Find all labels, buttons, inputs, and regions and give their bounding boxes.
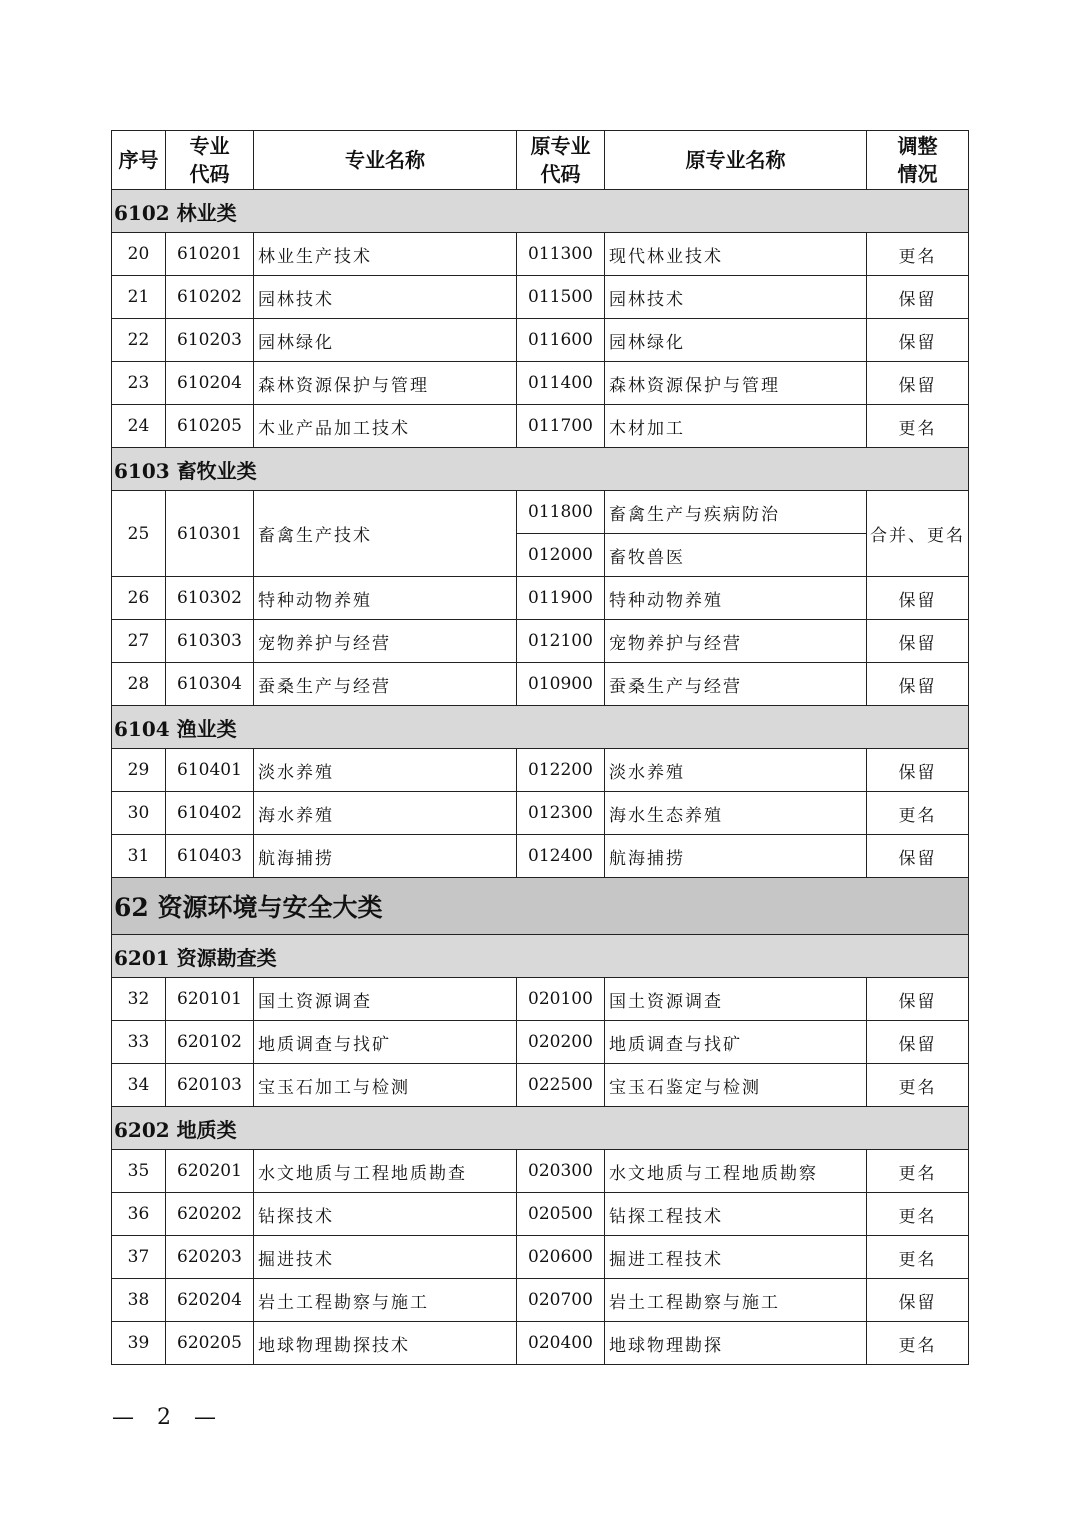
header-name: 专业名称 [254, 131, 517, 190]
status-cell: 合并、更名 [867, 491, 969, 577]
name-cell: 蚕桑生产与经营 [254, 663, 517, 706]
orig-name-cell: 园林技术 [605, 276, 867, 319]
table-row [112, 978, 969, 1021]
table-row [112, 1193, 969, 1236]
orig-name-cell: 宠物养护与经营 [605, 620, 867, 663]
code-cell: 620203 [166, 1236, 254, 1279]
code-cell: 620201 [166, 1150, 254, 1193]
status-cell: 更名 [867, 792, 969, 835]
status-cell: 保留 [867, 276, 969, 319]
orig-name-cell: 国土资源调查 [605, 978, 867, 1021]
seq-cell: 24 [112, 405, 166, 448]
status-cell: 更名 [867, 1064, 969, 1107]
table-row [112, 319, 969, 362]
orig-name-cell: 畜牧兽医 [605, 534, 867, 577]
seq-cell: 33 [112, 1021, 166, 1064]
header-adjust-text: 调整 情况 [897, 134, 938, 186]
header-code-text: 专业 代码 [189, 134, 230, 186]
name-cell: 宠物养护与经营 [254, 620, 517, 663]
code-cell: 620102 [166, 1021, 254, 1064]
code-cell: 610203 [166, 319, 254, 362]
seq-cell: 23 [112, 362, 166, 405]
code-cell: 610301 [166, 491, 254, 577]
seq-cell: 34 [112, 1064, 166, 1107]
status-cell: 更名 [867, 405, 969, 448]
category-title: 6102 林业类 [112, 190, 969, 233]
category-title: 6201 资源勘查类 [112, 935, 969, 978]
header-orig-code [517, 131, 605, 190]
orig-name-cell: 水文地质与工程地质勘察 [605, 1150, 867, 1193]
status-cell: 保留 [867, 835, 969, 878]
orig-code-cell: 012000 [517, 534, 605, 577]
name-cell: 淡水养殖 [254, 749, 517, 792]
status-cell: 更名 [867, 233, 969, 276]
code-cell: 610401 [166, 749, 254, 792]
header-adjust [867, 131, 969, 190]
table-row [112, 491, 969, 534]
orig-code-cell: 011500 [517, 276, 605, 319]
header-seq: 序号 [112, 131, 166, 190]
orig-code-cell: 011800 [517, 491, 605, 534]
name-cell: 航海捕捞 [254, 835, 517, 878]
status-cell: 保留 [867, 1021, 969, 1064]
status-cell: 更名 [867, 1150, 969, 1193]
status-cell: 更名 [867, 1322, 969, 1365]
orig-name-cell: 岩土工程勘察与施工 [605, 1279, 867, 1322]
category-title: 6103 畜牧业类 [112, 448, 969, 491]
category-row [112, 1107, 969, 1150]
orig-name-cell: 航海捕捞 [605, 835, 867, 878]
seq-cell: 29 [112, 749, 166, 792]
specialty-adjustment-table [111, 130, 969, 1365]
name-cell: 园林绿化 [254, 319, 517, 362]
seq-cell: 36 [112, 1193, 166, 1236]
seq-cell: 31 [112, 835, 166, 878]
orig-name-cell: 园林绿化 [605, 319, 867, 362]
orig-name-cell: 地球物理勘探 [605, 1322, 867, 1365]
seq-cell: 38 [112, 1279, 166, 1322]
table-row [112, 405, 969, 448]
orig-name-cell: 海水生态养殖 [605, 792, 867, 835]
orig-name-cell: 掘进工程技术 [605, 1236, 867, 1279]
orig-code-cell: 012300 [517, 792, 605, 835]
header-code [166, 131, 254, 190]
orig-code-cell: 020300 [517, 1150, 605, 1193]
name-cell: 特种动物养殖 [254, 577, 517, 620]
seq-cell: 30 [112, 792, 166, 835]
code-cell: 610403 [166, 835, 254, 878]
orig-name-cell: 木材加工 [605, 405, 867, 448]
seq-cell: 32 [112, 978, 166, 1021]
table-row [112, 1236, 969, 1279]
name-cell: 岩土工程勘察与施工 [254, 1279, 517, 1322]
code-cell: 620101 [166, 978, 254, 1021]
orig-name-cell: 宝玉石鉴定与检测 [605, 1064, 867, 1107]
category-row [112, 935, 969, 978]
orig-name-cell: 钻探工程技术 [605, 1193, 867, 1236]
table-row [112, 577, 969, 620]
orig-code-cell: 011700 [517, 405, 605, 448]
seq-cell: 39 [112, 1322, 166, 1365]
code-cell: 610201 [166, 233, 254, 276]
table-row [112, 749, 969, 792]
status-cell: 保留 [867, 319, 969, 362]
code-cell: 620103 [166, 1064, 254, 1107]
major-class-title: 62 资源环境与安全大类 [112, 878, 969, 935]
table-row [112, 835, 969, 878]
table-row [112, 1021, 969, 1064]
code-cell: 610402 [166, 792, 254, 835]
orig-code-cell: 022500 [517, 1064, 605, 1107]
name-cell: 园林技术 [254, 276, 517, 319]
name-cell: 畜禽生产技术 [254, 491, 517, 577]
table-row [112, 1064, 969, 1107]
orig-name-cell: 森林资源保护与管理 [605, 362, 867, 405]
table-row [112, 362, 969, 405]
orig-code-cell: 012400 [517, 835, 605, 878]
status-cell: 更名 [867, 1236, 969, 1279]
code-cell: 620205 [166, 1322, 254, 1365]
code-cell: 610304 [166, 663, 254, 706]
code-cell: 610205 [166, 405, 254, 448]
page-number: — 2 — [112, 1405, 224, 1430]
code-cell: 620202 [166, 1193, 254, 1236]
orig-code-cell: 020600 [517, 1236, 605, 1279]
name-cell: 森林资源保护与管理 [254, 362, 517, 405]
seq-cell: 27 [112, 620, 166, 663]
status-cell: 更名 [867, 1193, 969, 1236]
name-cell: 水文地质与工程地质勘查 [254, 1150, 517, 1193]
orig-name-cell: 淡水养殖 [605, 749, 867, 792]
status-cell: 保留 [867, 577, 969, 620]
table-row [112, 1322, 969, 1365]
category-title: 6202 地质类 [112, 1107, 969, 1150]
orig-code-cell: 011900 [517, 577, 605, 620]
name-cell: 钻探技术 [254, 1193, 517, 1236]
orig-name-cell: 现代林业技术 [605, 233, 867, 276]
table-row [112, 1279, 969, 1322]
code-cell: 610204 [166, 362, 254, 405]
seq-cell: 22 [112, 319, 166, 362]
seq-cell: 20 [112, 233, 166, 276]
table-row [112, 276, 969, 319]
category-row [112, 190, 969, 233]
name-cell: 地质调查与找矿 [254, 1021, 517, 1064]
category-title: 6104 渔业类 [112, 706, 969, 749]
header-orig-code-text: 原专业 代码 [530, 134, 591, 186]
code-cell: 610202 [166, 276, 254, 319]
orig-code-cell: 010900 [517, 663, 605, 706]
orig-code-cell: 020700 [517, 1279, 605, 1322]
seq-cell: 37 [112, 1236, 166, 1279]
table-row [112, 792, 969, 835]
name-cell: 国土资源调查 [254, 978, 517, 1021]
orig-code-cell: 020500 [517, 1193, 605, 1236]
orig-code-cell: 011400 [517, 362, 605, 405]
category-row [112, 448, 969, 491]
orig-code-cell: 011600 [517, 319, 605, 362]
seq-cell: 26 [112, 577, 166, 620]
table-row [112, 663, 969, 706]
header-row [112, 131, 969, 190]
orig-name-cell: 地质调查与找矿 [605, 1021, 867, 1064]
seq-cell: 35 [112, 1150, 166, 1193]
seq-cell: 21 [112, 276, 166, 319]
major-class-row [112, 878, 969, 935]
table-body [112, 190, 969, 1365]
code-cell: 620204 [166, 1279, 254, 1322]
name-cell: 林业生产技术 [254, 233, 517, 276]
orig-code-cell: 012100 [517, 620, 605, 663]
orig-code-cell: 020100 [517, 978, 605, 1021]
table-row [112, 1150, 969, 1193]
header-orig-name: 原专业名称 [605, 131, 867, 190]
orig-code-cell: 012200 [517, 749, 605, 792]
status-cell: 保留 [867, 663, 969, 706]
orig-name-cell: 畜禽生产与疾病防治 [605, 491, 867, 534]
status-cell: 保留 [867, 620, 969, 663]
name-cell: 掘进技术 [254, 1236, 517, 1279]
status-cell: 保留 [867, 978, 969, 1021]
table-row [112, 620, 969, 663]
orig-code-cell: 020400 [517, 1322, 605, 1365]
orig-code-cell: 020200 [517, 1021, 605, 1064]
category-row [112, 706, 969, 749]
name-cell: 木业产品加工技术 [254, 405, 517, 448]
code-cell: 610303 [166, 620, 254, 663]
orig-name-cell: 蚕桑生产与经营 [605, 663, 867, 706]
orig-code-cell: 011300 [517, 233, 605, 276]
seq-cell: 25 [112, 491, 166, 577]
name-cell: 宝玉石加工与检测 [254, 1064, 517, 1107]
orig-name-cell: 特种动物养殖 [605, 577, 867, 620]
seq-cell: 28 [112, 663, 166, 706]
name-cell: 地球物理勘探技术 [254, 1322, 517, 1365]
status-cell: 保留 [867, 1279, 969, 1322]
status-cell: 保留 [867, 362, 969, 405]
code-cell: 610302 [166, 577, 254, 620]
name-cell: 海水养殖 [254, 792, 517, 835]
status-cell: 保留 [867, 749, 969, 792]
table-row [112, 233, 969, 276]
